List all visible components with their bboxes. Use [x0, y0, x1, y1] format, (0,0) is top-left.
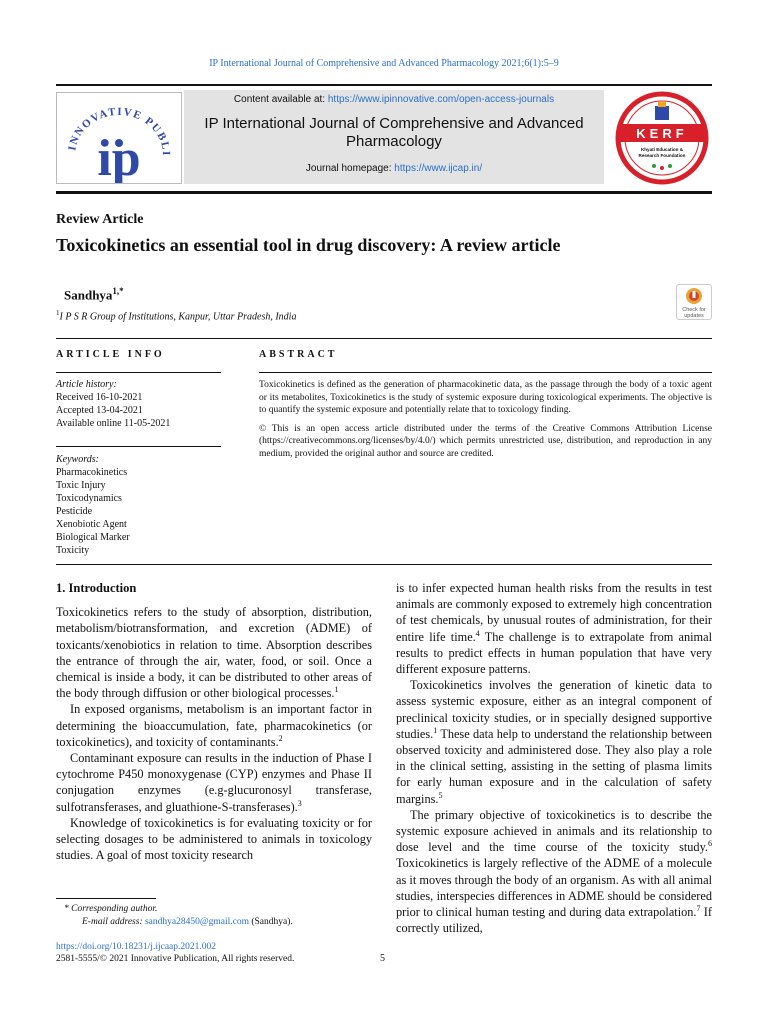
homepage-link[interactable]: https://www.ijcap.in/ [394, 163, 483, 174]
abstract [259, 379, 712, 460]
abstract-bottom-rule [56, 564, 712, 565]
keyword: Toxic Injury [56, 480, 106, 491]
running-head: IP International Journal of Comprehensive and Advanced Pharmacology 2021;6(1):5–9 [209, 58, 559, 69]
received-date: Received 16-10-2021 [56, 392, 143, 403]
body-right-column [396, 580, 712, 936]
logo-letters: ip [97, 130, 141, 183]
info-top-rule [56, 338, 712, 339]
keyword: Xenobiotic Agent [56, 519, 127, 530]
kerf-subtitle-2: Research Foundation [638, 153, 686, 158]
journal-masthead [56, 90, 712, 186]
masthead-bottom-rule [56, 191, 712, 194]
corresponding-author-footnote: * Corresponding author. E-mail address: sandhya28450@gmail.com (Sandhya). [56, 898, 372, 929]
body-paragraph: Contaminant exposure can results in the induction of Phase I cytochrome P450 monoxygenase (CYP) enzymes and Phase II conjugation enzymes (e.g-glucuronosyl transferase, sulfotransferases, and gluathione-S-transferases).$^3$ [56, 751, 372, 814]
keywords-rule [56, 446, 221, 447]
keyword: Pharmacokinetics [56, 467, 128, 478]
keyword: Toxicodynamics [56, 493, 122, 504]
logo-ring-text: INNOVATIVE PUBLI [66, 105, 173, 158]
kerf-name: KERF [636, 126, 688, 141]
content-available-link[interactable]: https://www.ipinnovative.com/open-access-journals [327, 94, 555, 105]
body-left-column [56, 580, 372, 863]
body-paragraph: Toxicokinetics refers to the study of absorption, distribution, metabolism/biotransformation, and excretion (ADME) of toxicants/xenobiotics in relation to time. Absorption describes the entrance of through the air, water, food, or soil. Once a chemical is inside a body, it can be distributed to other areas of the body through diffusion or other biological processes.$^1$ [56, 605, 372, 701]
article-type: Review Article [56, 212, 144, 227]
journal-title: IP International Journal of Comprehensive and Advanced Pharmacology [204, 115, 584, 150]
abstract-sub-rule [259, 372, 712, 373]
accepted-date: Accepted 13-04-2021 [56, 405, 143, 416]
keyword: Biological Marker [56, 532, 130, 543]
footnote-rule [56, 898, 156, 899]
body-paragraph: The primary objective of toxicokinetics is to describe the systemic exposure achieved in animals and its relationship to dose level and the time course of the toxicity study.$^6$ Toxicokinetics is largely reflective of the ADME of a molecule as it moves through the body of an organism. As with all animal studies, interspecies differences in ADME should be considered prior to clinical human testing and during data extrapolation.$^7$ If correctly utilized, [396, 807, 712, 936]
top-rule [56, 84, 712, 86]
keyword: Pesticide [56, 506, 93, 517]
kerf-subtitle-1: Khyati Education & [640, 147, 684, 152]
author: Sandhya$^{1,*}$ [64, 286, 124, 303]
abstract-heading: ABSTRACT [259, 349, 338, 360]
copyright: 2581-5555/© 2021 Innovative Publication, All rights reserved. [56, 954, 295, 964]
body-paragraph: Toxicokinetics involves the generation of kinetic data to assess systemic exposure, either as an integral component of preclinical toxicity studies, or in specially designed supportive studies.$^1$ These data help to understand the relationship between observed toxicity and administered dose. They also play a role in the clinical setting, assisting in the setting of plasma limits for early human exposure and in the calculation of safety margins.$^5$ [396, 678, 712, 806]
info-sub-rule [56, 372, 221, 373]
body-paragraph: is to infer expected human health risks from the results in test animals are commonly exposed to extremely high concentration of test chemicals, by unusual routes of administration, for their entire life time.$^4$ The challenge is to extrapolate from animal results to predict effects in human population that have very different exposure patterns. [396, 581, 712, 677]
footer-doi [56, 941, 294, 965]
article-title: Toxicokinetics an essential tool in drug discovery: A review article [56, 235, 561, 255]
homepage-line: Journal homepage: https://www.ijcap.in/ [305, 163, 483, 174]
doi-link[interactable]: https://doi.org/10.18231/j.ijcaap.2021.002 [56, 942, 216, 952]
abstract-text: Toxicokinetics is defined as the generation of pharmacokinetic data, as the passage through the body of a toxic agent or its metabolites, Toxicokinetics is the study of systemic exposure during toxicological experiments. The objective is to quantify the systemic exposure and potentially relate that to toxicology finding. [259, 380, 712, 415]
author-email-link[interactable]: sandhya28450@gmail.com [144, 917, 249, 927]
kerf-logo [612, 90, 712, 186]
check-updates-icon [685, 287, 703, 305]
innovative-publication-logo [56, 92, 182, 184]
body-paragraph: Knowledge of toxicokinetics is for evaluating toxicity or for selecting dosages to be administered to animals in toxicology studies. A goal of most toxicity research [56, 815, 372, 863]
article-history: Article history: Received 16-10-2021 Accepted 13-04-2021 Available online 11-05-2021 [56, 378, 221, 430]
license-text: © This is an open access article distributed under the terms of the Creative Commons Attribution License (https://creativecommons.org/licenses/by/4.0/) which permits unrestricted use, distribution, and reproduction in any medium, provided the original author and source are credited. [259, 423, 712, 459]
page-number: 5 [380, 953, 385, 964]
check-for-updates-badge[interactable]: Check for updates [676, 284, 712, 320]
section-heading: 1. Introduction [56, 581, 137, 595]
body-paragraph: In exposed organisms, metabolism is an important factor in determining the bioaccumulation, fate, pharmacokinetics (or toxicokinetics), and toxicity of contaminants.$^2$ [56, 702, 372, 749]
content-available-line: Content available at: https://www.ipinnovative.com/open-access-journals [233, 94, 555, 105]
keywords: Keywords: Pharmacokinetics Toxic Injury Toxicodynamics Pesticide Xenobiotic Agent Biological Marker Toxicity [56, 453, 221, 557]
affiliation: $^1$I P S R Group of Institutions, Kanpur, Uttar Pradesh, India [56, 309, 297, 323]
article-info-heading: ARTICLE INFO [56, 349, 165, 360]
available-date: Available online 11-05-2021 [56, 418, 171, 429]
masthead-center [184, 90, 604, 184]
keyword: Toxicity [56, 545, 90, 556]
